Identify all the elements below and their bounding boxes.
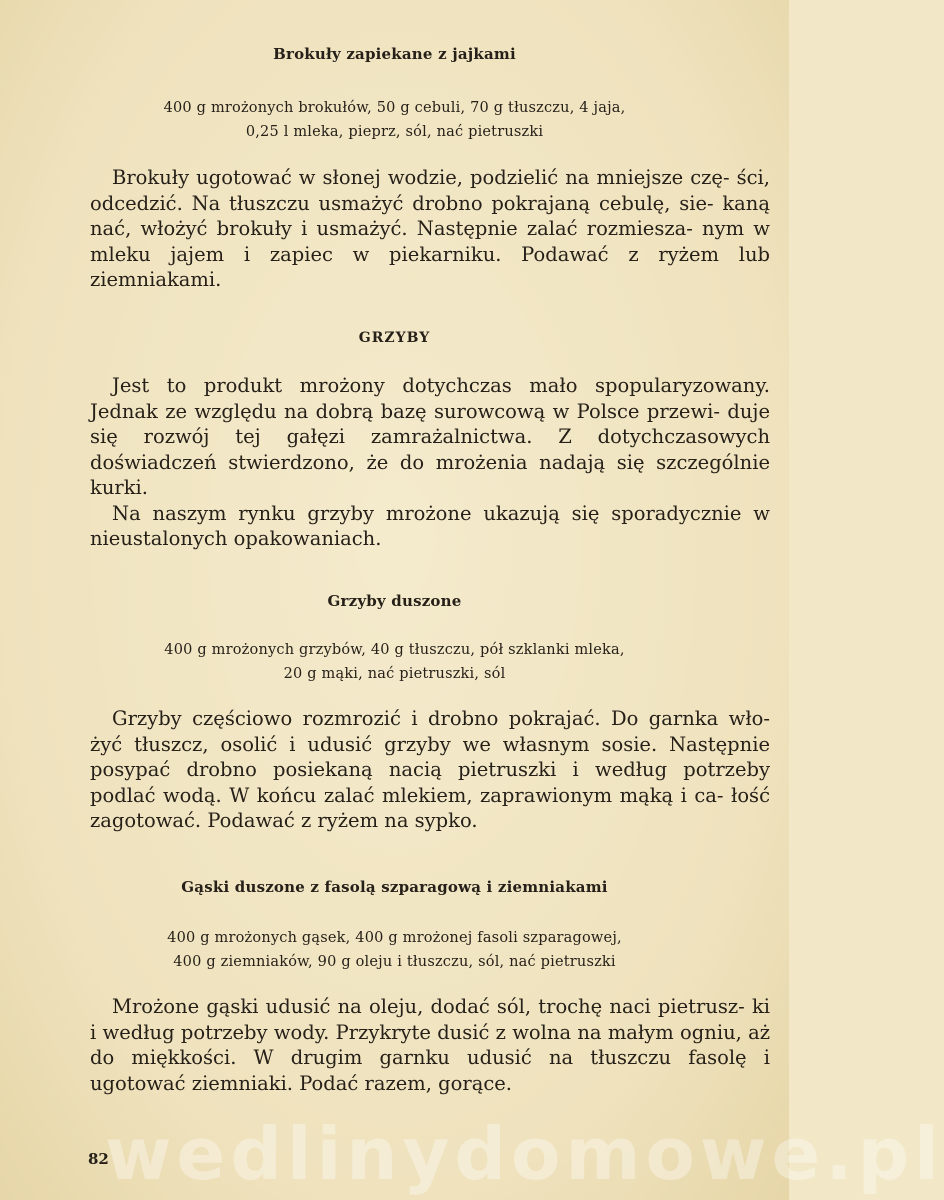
text-line: kurki. — [90, 476, 148, 499]
text-line: fasolę i ugotować ziemniaki. Podać razem, gorące. — [90, 1046, 771, 1095]
recipe-title-gaski: Gąski duszone z fasolą szparagową i ziemniakami — [181, 878, 608, 896]
recipe-title-grzyby-duszone: Grzyby duszone — [327, 592, 462, 610]
ingredients-line: 400 g mrożonych grzybów, 40 g tłuszczu, pół szklanki mleka, — [164, 642, 625, 658]
ingredients-line: 400 g mrożonych gąsek, 400 g mrożonej fasoli szparagowej, — [167, 930, 622, 946]
text-line: Na naszym rynku grzyby mrożone ukazują się sporadycznie — [112, 501, 742, 525]
text-line: lub ziemniakami. — [90, 242, 770, 291]
ingredients-grzyby-duszone — [0, 638, 789, 686]
text-line: w nieustalonych opakowaniach. — [90, 501, 770, 550]
text-line: ści, odcedzić. Na tłuszczu usmażyć drobno pokrajaną cebulę, sie- — [90, 166, 770, 215]
page-number: 82 — [88, 1150, 109, 1168]
text-line: Brokuły ugotować w słonej wodzie, podzielić na mniejsze czę- — [112, 166, 730, 189]
recipe-text-grzyby-duszone — [90, 706, 770, 834]
watermark: wedlinydomowe.pl — [105, 1112, 944, 1196]
text-line: duje się rozwój tej gałęzi zamrażalnictwa. Z dotychczasowych — [90, 399, 770, 448]
text-line: Jest to produkt mrożony dotychczas mało spopularyzowany. — [112, 374, 770, 397]
text-line: kaną nać, włożyć brokuły i usmażyć. Następnie zalać rozmiesza- — [90, 191, 770, 240]
text-line: doświadczeń stwierdzono, że do mrożenia nadają się szczególnie — [90, 450, 770, 474]
recipe-text-brokuly — [90, 165, 770, 293]
ingredients-line: 400 g ziemniaków, 90 g oleju i tłuszczu, sól, nać pietruszki — [173, 954, 616, 970]
section-title-grzyby: GRZYBY — [358, 330, 431, 346]
text-line: ki i według potrzeby wody. Przykryte dusić z wolna na małym — [90, 995, 770, 1044]
ingredients-line: 400 g mrożonych brokułów, 50 g cebuli, 70 g tłuszczu, 4 jaja, — [163, 100, 626, 116]
text-line: podlać wodą. W końcu zalać mlekiem, zaprawionym mąką i ca- — [90, 783, 724, 807]
ingredients-line: 20 g mąki, nać pietruszki, sól — [283, 666, 506, 682]
ingredients-gaski — [0, 926, 789, 974]
text-line: Grzyby częściowo rozmrozić i drobno pokrajać. Do garnka wło- — [112, 707, 770, 730]
text-line: Jednak ze względu na dobrą bazę surowcową w Polsce przewi- — [90, 399, 720, 423]
section-text-grzyby — [90, 373, 770, 552]
recipe-title-brokuly: Brokuły zapiekane z jajkami — [273, 45, 516, 63]
text-line: łość zagotować. Podawać z ryżem na sypko. — [90, 783, 770, 832]
text-line: ogniu, aż do miękkości. W drugim garnku udusić na tłuszczu — [90, 1020, 770, 1069]
recipe-text-gaski — [90, 994, 770, 1096]
ingredients-brokuly — [0, 96, 789, 144]
text-line: Mrożone gąski udusić na oleju, dodać sól, trochę naci pietrusz- — [112, 995, 745, 1018]
ingredients-line: 0,25 l mleka, pieprz, sól, nać pietruszki — [245, 124, 544, 140]
text-line: żyć tłuszcz, osolić i udusić grzyby we własnym sosie. Następnie — [90, 732, 770, 756]
text-line: posypać drobno posiekaną nacią pietruszki i według potrzeby — [90, 758, 770, 781]
text-line: nym w mleku jajem i zapiec w piekarniku. Podawać z ryżem — [90, 217, 770, 266]
